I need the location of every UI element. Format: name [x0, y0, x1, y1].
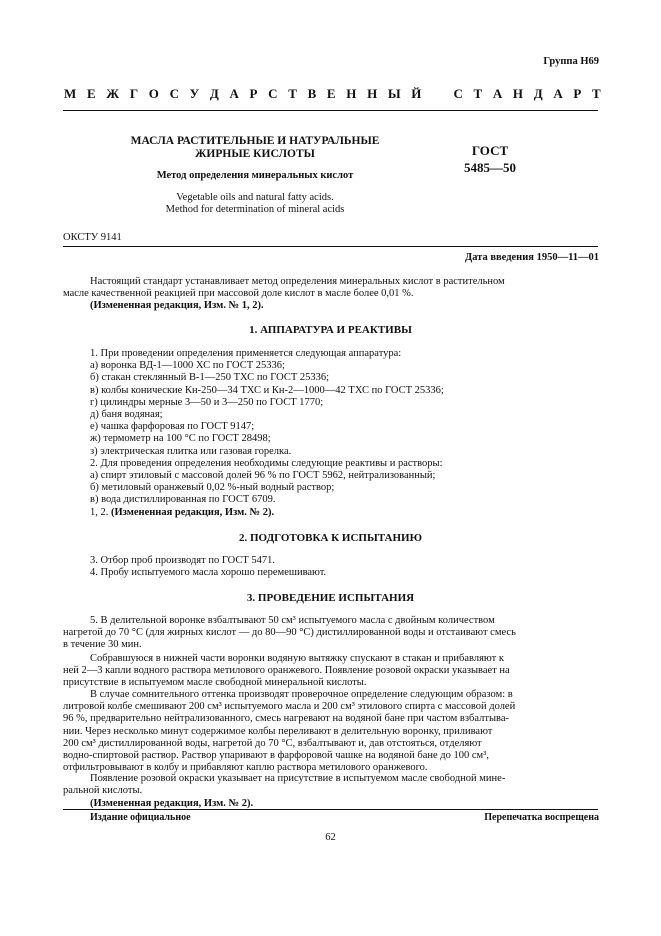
- text-line: в) вода дистиллированная по ГОСТ 6709.: [90, 494, 276, 506]
- footer-rule: [63, 809, 598, 810]
- okstu-code: ОКСТУ 9141: [63, 232, 122, 243]
- banner-letter: Н: [367, 86, 378, 101]
- text-line: 3. Отбор проб производят по ГОСТ 5471.: [90, 555, 276, 566]
- banner-letter: Т: [288, 86, 297, 101]
- section-3-paragraph-3: [63, 689, 598, 774]
- text-line: литровой колбе смешивают 200 см³ испытуемого масла и 200 см³ этилового спирта с массовой долей: [63, 701, 516, 713]
- section-1-list: [90, 348, 598, 507]
- section-1-amendment-prefix: 1, 2.: [90, 507, 109, 518]
- text-line: 5. В делительной воронке взбалтывают 50 см³ испытуемого масла с двойным количеством: [90, 615, 495, 626]
- reprint-prohibited-note: Перепечатка воспрещена: [484, 812, 599, 823]
- section-1-amendment: [90, 507, 598, 519]
- text-line: ральной кислоты.: [63, 785, 143, 797]
- banner-letter: С: [169, 86, 179, 101]
- banner-letter: С: [268, 86, 278, 101]
- text-line: Появление розовой окраски указывает на присутствие в испытуемом масле свободной мине-: [90, 773, 506, 784]
- banner-letter: Т: [592, 86, 601, 101]
- text-line: д) баня водяная;: [90, 409, 163, 421]
- banner-letter: Р: [249, 86, 258, 101]
- text-line: 96 %, предварительно нейтрализованного, смесь нагревают на водяной бане при частом взбалтыва-: [63, 713, 509, 725]
- english-title: [95, 192, 415, 216]
- text-line: 4. Пробу испытуемого масла хорошо перемешивают.: [90, 567, 327, 579]
- english-title-line-2: Method for determination of mineral acids: [165, 204, 345, 215]
- banner-letter: Ж: [106, 86, 120, 101]
- banner-letter: Ы: [387, 86, 401, 101]
- banner-letter: У: [189, 86, 200, 101]
- text-line: з) электрическая плитка или газовая горелка.: [90, 445, 292, 457]
- page-number: 62: [325, 832, 336, 843]
- banner-letter: Д: [533, 86, 543, 101]
- banner-letter: Й: [411, 86, 422, 101]
- intro-line-2: масле качественной реакцией при массовой доле кислот в масле более 0,01 %.: [63, 288, 414, 300]
- text-line: ней 2—3 капли водного раствора метилового оранжевого. Появление розовой окраски указывает на: [63, 665, 510, 677]
- text-line: а) спирт этиловый с массовой долей 96 % по ГОСТ 5962, нейтрализованный;: [90, 470, 436, 482]
- text-line: В случае сомнительного оттенка производят проверочное определение следующим образом: в: [90, 689, 513, 700]
- banner-letter: Н: [346, 86, 357, 101]
- banner-letter: А: [229, 86, 239, 101]
- banner-letter: Т: [473, 86, 483, 101]
- intro-line-1: Настоящий стандарт устанавливает метод определения минеральных кислот в растительном: [90, 276, 505, 287]
- text-line: г) цилиндры мерные 3—50 и 3—250 по ГОСТ 1770;: [90, 396, 324, 408]
- text-line: ж) термометр на 100 °С по ГОСТ 28498;: [90, 433, 271, 445]
- gost-number: 5485—50: [464, 160, 516, 175]
- official-edition-note: Издание официальное: [90, 812, 191, 823]
- text-line: 1. При проведении определения применяется следующая аппаратура:: [90, 348, 402, 359]
- section-1-heading: 1. АППАРАТУРА И РЕАКТИВЫ: [249, 324, 412, 336]
- banner-letter: Н: [512, 86, 524, 101]
- document-title: [95, 135, 415, 161]
- banner-letter: Р: [573, 86, 582, 101]
- section-1-amendment-text: (Измененная редакция, Изм. № 2).: [111, 507, 275, 518]
- text-line: 2. Для проведения определения необходимы следующие реактивы и растворы:: [90, 457, 443, 469]
- text-line: водно-спиртовой раствор. Раствор упаривают в фарфоровой чашке на водяной бане до 100 см³,: [63, 750, 489, 762]
- text-line: б) стакан стеклянный В-1—250 ТХС по ГОСТ 25336;: [90, 372, 330, 384]
- header-rule: [63, 110, 598, 111]
- banner-letter: А: [553, 86, 563, 101]
- text-line: 200 см³ дистиллированной воды, нагретой до 70 °С, взбалтывают и, дав отстояться, отделяют: [63, 737, 482, 749]
- intro-amendment: (Измененная редакция, Изм. № 1, 2).: [90, 300, 264, 312]
- intro-paragraph: [63, 276, 598, 313]
- text-line: нагретой до 70 °С (для жирных кислот — до 80—90 °С) дистиллированной воды и отстаивают смесь: [63, 627, 516, 639]
- group-code: Группа Н69: [543, 56, 599, 67]
- title-line-2: ЖИРНЫЕ КИСЛОТЫ: [195, 148, 315, 160]
- banner-letter: Е: [86, 86, 96, 101]
- gost-designation: [440, 142, 540, 176]
- text-line: отфильтровывают в колбу и прибавляют каплю раствора метилового оранжевого.: [63, 762, 428, 774]
- banner-letter: А: [492, 86, 503, 101]
- document-subtitle: Метод определения минеральных кислот: [156, 170, 354, 181]
- section-3-paragraph-1: [63, 615, 598, 652]
- interstate-standard-banner: [64, 86, 601, 102]
- text-line: в) колбы конические Кн-250—34 ТХС и Кн-2—1000—42 ТХС по ГОСТ 25336;: [90, 384, 444, 396]
- text-line: Собравшуюся в нижней части воронки водяную вытяжку спускают в стакан и прибавляют к: [90, 653, 504, 664]
- banner-letter: М: [64, 86, 77, 101]
- banner-letter: Г: [129, 86, 139, 101]
- english-title-line-1: Vegetable oils and natural fatty acids.: [176, 192, 334, 203]
- banner-letter: Д: [209, 86, 219, 101]
- section-2-list: [90, 555, 598, 579]
- section-3-amendment: (Измененная редакция, Изм. № 2).: [90, 798, 254, 809]
- text-line: а) воронка ВД-1—1000 ХС по ГОСТ 25336;: [90, 360, 285, 372]
- banner-letter: Е: [326, 86, 336, 101]
- banner-letter: В: [307, 86, 317, 101]
- title-line-1: МАСЛА РАСТИТЕЛЬНЫЕ И НАТУРАЛЬНЫЕ: [130, 135, 380, 147]
- effective-date: Дата введения 1950—11—01: [464, 252, 599, 263]
- text-line: е) чашка фарфоровая по ГОСТ 9147;: [90, 421, 255, 433]
- gost-label: ГОСТ: [471, 143, 509, 158]
- section-3-paragraph-4: [63, 773, 598, 797]
- text-line: в течение 30 мин.: [63, 639, 142, 651]
- section-3-heading: 3. ПРОВЕДЕНИЕ ИСПЫТАНИЯ: [246, 592, 415, 604]
- section-3-paragraph-2: [63, 653, 598, 690]
- section-2-heading: 2. ПОДГОТОВКА К ИСПЫТАНИЮ: [239, 532, 422, 544]
- banner-letter: С: [453, 86, 463, 101]
- text-line: нии. Через несколько минут содержимое колбы переливают в делительную воронку, приливают: [63, 725, 493, 737]
- text-line: присутствие в испытуемом масле свободной минеральной кислоты.: [63, 677, 367, 689]
- banner-letter: О: [148, 86, 159, 101]
- text-line: б) метиловый оранжевый 0,02 %-ный водный раствор;: [90, 482, 335, 494]
- okstu-rule: [63, 246, 598, 247]
